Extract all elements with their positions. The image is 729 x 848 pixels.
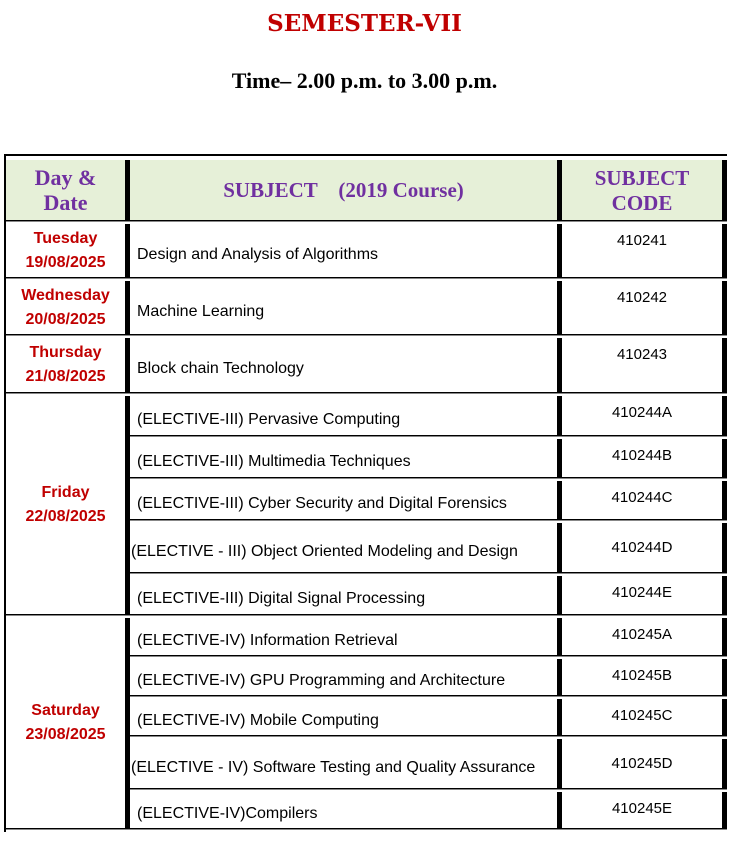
subject-code-cell: 410244D bbox=[562, 523, 727, 572]
header-code-line2: CODE bbox=[611, 191, 673, 215]
subject-cell: (ELECTIVE-IV) Mobile Computing bbox=[130, 699, 562, 735]
subject-code-cell: 410245A bbox=[562, 618, 727, 655]
day-date-cell bbox=[6, 338, 130, 392]
header-subject-code bbox=[562, 160, 727, 220]
subject-code-cell: 410245E bbox=[562, 792, 727, 828]
subject-cell: (ELECTIVE - III) Object Oriented Modeling and Design bbox=[130, 523, 562, 572]
table-row bbox=[6, 396, 727, 435]
subject-code-cell: 410245C bbox=[562, 699, 727, 735]
subject-cell: Design and Analysis of Algorithms bbox=[130, 224, 562, 277]
subject-cell: (ELECTIVE-IV)Compilers bbox=[130, 792, 562, 828]
subject-code-cell: 410244E bbox=[562, 576, 727, 614]
subject-cell: Block chain Technology bbox=[130, 338, 562, 392]
subject-code-cell: 410241 bbox=[562, 224, 727, 277]
semester-title: SEMESTER-VII bbox=[267, 10, 462, 37]
subject-code-cell: 410245B bbox=[562, 659, 727, 695]
day-name: Friday bbox=[41, 484, 90, 501]
subject-code-cell: 410244B bbox=[562, 439, 727, 477]
exam-date: 20/08/2025 bbox=[25, 310, 106, 328]
day-name: Tuesday bbox=[33, 229, 98, 247]
subject-cell: (ELECTIVE - IV) Software Testing and Quality Assurance bbox=[130, 739, 562, 788]
subject-cell: (ELECTIVE-III) Pervasive Computing bbox=[130, 396, 562, 435]
subject-code-cell: 410243 bbox=[562, 338, 727, 392]
subject-cell: (ELECTIVE-IV) Information Retrieval bbox=[130, 618, 562, 655]
day-name: Saturday bbox=[31, 702, 100, 719]
table-row bbox=[6, 281, 727, 334]
day-date-cell bbox=[6, 281, 130, 334]
exam-date: 23/08/2025 bbox=[25, 726, 106, 743]
subject-cell: (ELECTIVE-III) Digital Signal Processing bbox=[130, 576, 562, 614]
subject-code-cell: 410245D bbox=[562, 739, 727, 788]
header-day-line: Day & bbox=[34, 165, 97, 190]
table-row bbox=[6, 618, 727, 655]
subject-cell: (ELECTIVE-IV) GPU Programming and Architecture bbox=[130, 659, 562, 695]
subject-code-cell: 410244C bbox=[562, 481, 727, 519]
table-header-row bbox=[6, 160, 727, 220]
day-name: Wednesday bbox=[21, 286, 110, 304]
exam-date: 21/08/2025 bbox=[25, 368, 106, 385]
header-subject-label: SUBJECT (2019 Course) bbox=[223, 177, 464, 202]
day-name: Thursday bbox=[29, 344, 102, 361]
subject-code-cell: 410242 bbox=[562, 281, 727, 334]
header-code-line1: SUBJECT bbox=[594, 166, 690, 190]
day-date-cell bbox=[6, 224, 130, 277]
header-date-line: Date bbox=[43, 190, 88, 215]
exam-time: Time– 2.00 p.m. to 3.00 p.m. bbox=[231, 68, 498, 93]
exam-date: 22/08/2025 bbox=[25, 508, 106, 525]
subject-cell: Machine Learning bbox=[130, 281, 562, 334]
exam-date: 19/08/2025 bbox=[25, 253, 106, 271]
table-row bbox=[6, 224, 727, 277]
header-day-date bbox=[6, 160, 130, 220]
table-row bbox=[6, 338, 727, 392]
subject-cell: (ELECTIVE-III) Multimedia Techniques bbox=[130, 439, 562, 477]
exam-timetable bbox=[4, 154, 727, 832]
day-date-cell bbox=[6, 618, 130, 828]
day-date-cell bbox=[6, 396, 130, 614]
header-subject bbox=[130, 160, 562, 220]
subject-cell: (ELECTIVE-III) Cyber Security and Digital Forensics bbox=[130, 481, 562, 519]
subject-code-cell: 410244A bbox=[562, 396, 727, 435]
